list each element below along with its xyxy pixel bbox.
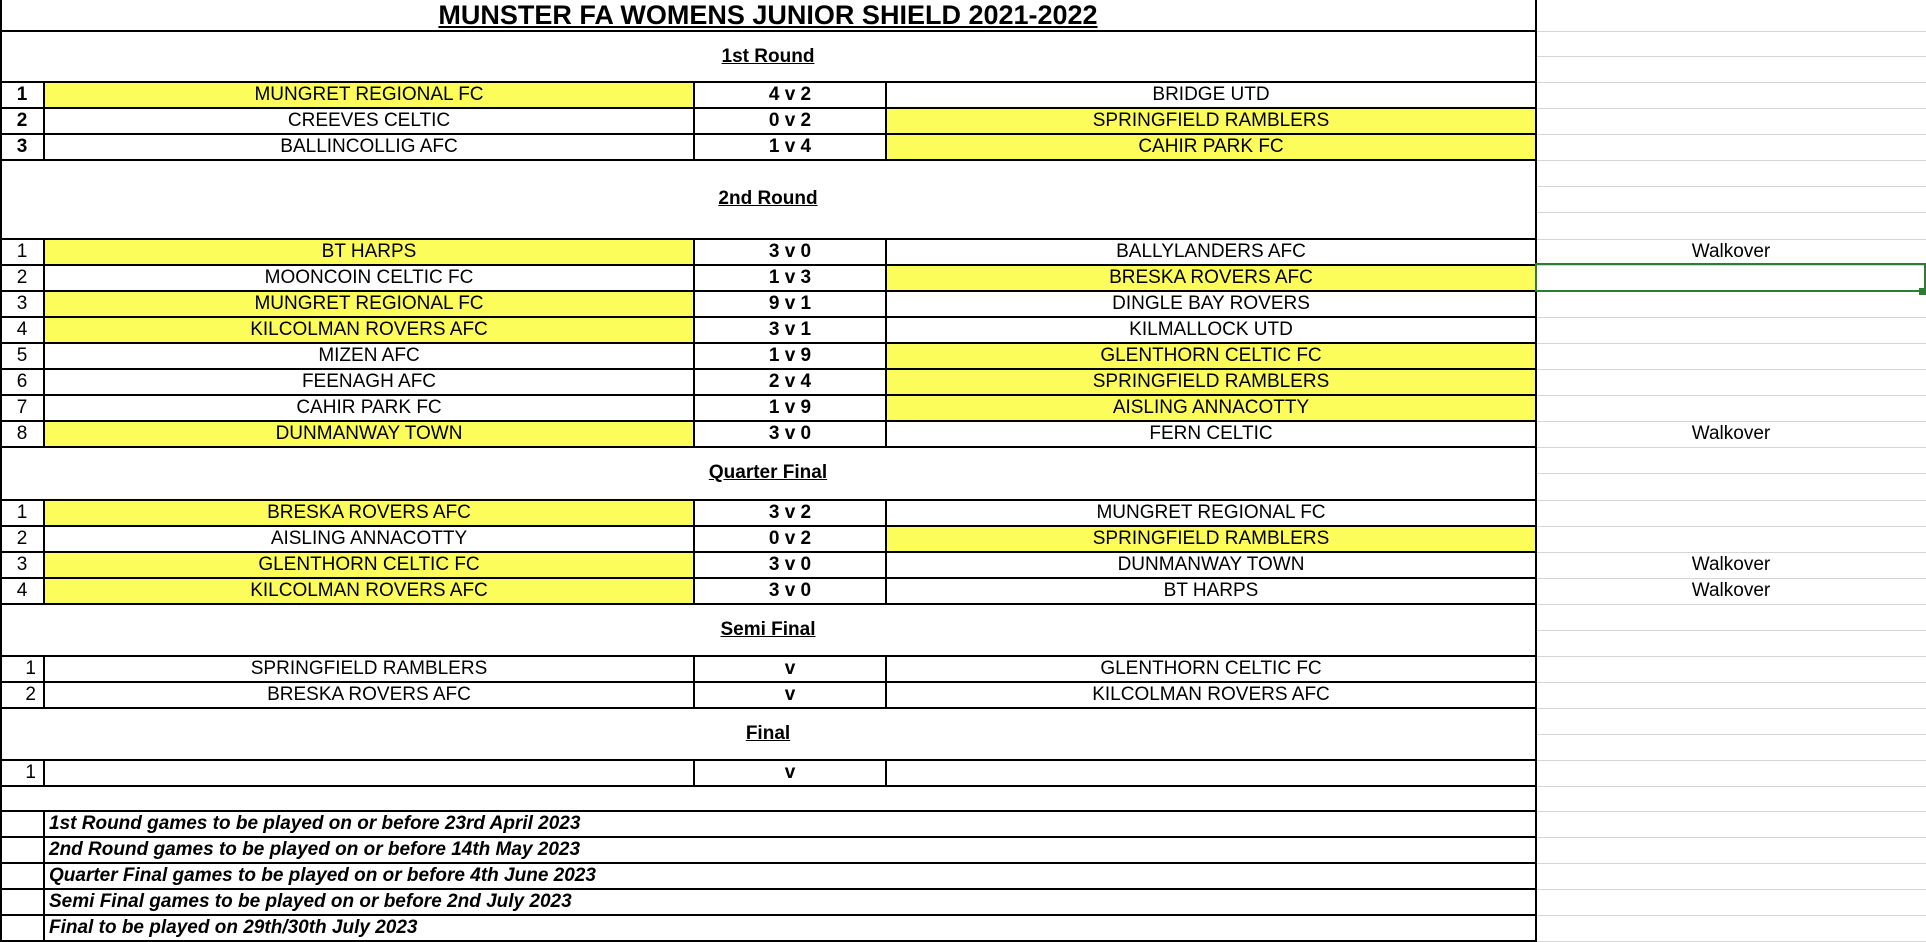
away-team[interactable]: KILCOLMAN ROVERS AFC bbox=[1092, 684, 1330, 705]
home-team[interactable]: SPRINGFIELD RAMBLERS bbox=[250, 658, 488, 679]
home-team[interactable]: MUNGRET REGIONAL FC bbox=[44, 82, 694, 108]
score[interactable]: 0 v 2 bbox=[768, 110, 812, 131]
score[interactable]: v bbox=[784, 762, 796, 783]
home-team[interactable]: BT HARPS bbox=[44, 239, 694, 265]
match-number[interactable]: 4 bbox=[16, 580, 28, 601]
match-row bbox=[0, 500, 1926, 526]
walkover-note[interactable]: Walkover bbox=[1691, 423, 1771, 444]
schedule-note[interactable]: Quarter Final games to be played on or before 4th June 2023 bbox=[49, 865, 596, 886]
walkover-note[interactable]: Walkover bbox=[1691, 554, 1771, 575]
match-row bbox=[0, 317, 1926, 343]
away-team[interactable]: GLENTHORN CELTIC FC bbox=[886, 343, 1536, 369]
score[interactable]: 0 v 2 bbox=[768, 528, 812, 549]
home-team[interactable] bbox=[44, 760, 694, 786]
away-team[interactable]: DUNMANWAY TOWN bbox=[1117, 554, 1305, 575]
match-row bbox=[0, 526, 1926, 552]
match-row bbox=[0, 108, 1926, 134]
schedule-note[interactable]: 1st Round games to be played on or before 23rd April 2023 bbox=[49, 813, 581, 834]
home-team[interactable]: FEENAGH AFC bbox=[301, 371, 437, 392]
match-number[interactable]: 6 bbox=[16, 371, 28, 392]
score[interactable]: 3 v 0 bbox=[768, 554, 812, 575]
match-number[interactable]: 8 bbox=[16, 423, 28, 444]
note-row bbox=[0, 915, 1926, 941]
page-title[interactable]: MUNSTER FA WOMENS JUNIOR SHIELD 2021-2022 bbox=[438, 0, 1098, 30]
walkover-note[interactable]: Walkover bbox=[1691, 241, 1771, 262]
match-number[interactable]: 2 bbox=[16, 528, 28, 549]
away-team[interactable]: AISLING ANNACOTTY bbox=[886, 395, 1536, 421]
match-number[interactable]: 1 bbox=[16, 241, 28, 262]
match-number[interactable]: 2 bbox=[16, 110, 28, 131]
away-team[interactable]: SPRINGFIELD RAMBLERS bbox=[886, 108, 1536, 134]
walkover-note[interactable]: Walkover bbox=[1691, 580, 1771, 601]
away-team[interactable]: KILMALLOCK UTD bbox=[1129, 319, 1293, 340]
home-team[interactable]: KILCOLMAN ROVERS AFC bbox=[44, 578, 694, 604]
away-team[interactable]: BRESKA ROVERS AFC bbox=[886, 265, 1536, 291]
home-team[interactable]: GLENTHORN CELTIC FC bbox=[44, 552, 694, 578]
round-heading-row bbox=[0, 160, 1926, 238]
home-team[interactable]: BRESKA ROVERS AFC bbox=[44, 500, 694, 526]
match-row bbox=[0, 578, 1926, 604]
score[interactable]: 3 v 0 bbox=[768, 580, 812, 601]
note-row bbox=[0, 863, 1926, 889]
schedule-note[interactable]: Final to be played on 29th/30th July 2023 bbox=[49, 917, 418, 938]
home-team[interactable]: CAHIR PARK FC bbox=[296, 397, 442, 418]
match-row bbox=[0, 760, 1926, 786]
match-number[interactable]: 1 bbox=[25, 762, 36, 783]
match-number[interactable]: 1 bbox=[25, 658, 36, 679]
round-heading-2nd[interactable]: 2nd Round bbox=[718, 188, 818, 209]
match-row bbox=[0, 395, 1926, 421]
note-row bbox=[0, 889, 1926, 915]
match-row bbox=[0, 369, 1926, 395]
match-number[interactable]: 3 bbox=[16, 554, 28, 575]
match-number[interactable]: 5 bbox=[16, 345, 28, 366]
home-team[interactable]: MIZEN AFC bbox=[318, 345, 420, 366]
selected-cell[interactable] bbox=[1535, 263, 1926, 292]
match-row bbox=[0, 82, 1926, 108]
away-team[interactable]: BALLYLANDERS AFC bbox=[1116, 241, 1306, 262]
score[interactable]: 1 v 3 bbox=[768, 267, 812, 288]
score[interactable]: 1 v 4 bbox=[768, 136, 812, 157]
match-number[interactable]: 7 bbox=[16, 397, 28, 418]
score[interactable]: 1 v 9 bbox=[768, 345, 812, 366]
away-team[interactable] bbox=[886, 760, 1536, 786]
note-row bbox=[0, 811, 1926, 837]
match-row bbox=[0, 421, 1926, 447]
match-number[interactable]: 1 bbox=[16, 84, 28, 105]
score[interactable]: 2 v 4 bbox=[768, 371, 812, 392]
note-row bbox=[0, 837, 1926, 863]
score[interactable]: 3 v 0 bbox=[768, 241, 812, 262]
away-team[interactable]: BT HARPS bbox=[1163, 580, 1259, 601]
score[interactable]: 3 v 1 bbox=[768, 319, 812, 340]
home-team[interactable]: BALLINCOLLIG AFC bbox=[280, 136, 458, 157]
away-team[interactable]: DINGLE BAY ROVERS bbox=[1112, 293, 1310, 314]
round-heading-quarter-final[interactable]: Quarter Final bbox=[708, 462, 828, 483]
match-number[interactable]: 3 bbox=[16, 136, 28, 157]
match-number[interactable]: 4 bbox=[16, 319, 28, 340]
schedule-note[interactable]: 2nd Round games to be played on or before 14th May 2023 bbox=[49, 839, 581, 860]
round-heading-semi-final[interactable]: Semi Final bbox=[720, 619, 816, 640]
match-row bbox=[0, 656, 1926, 682]
away-team[interactable]: BRIDGE UTD bbox=[1152, 84, 1270, 105]
home-team[interactable]: CREEVES CELTIC bbox=[287, 110, 451, 131]
fill-handle[interactable] bbox=[1919, 288, 1926, 295]
away-team[interactable]: MUNGRET REGIONAL FC bbox=[1096, 502, 1326, 523]
home-team[interactable]: MUNGRET REGIONAL FC bbox=[44, 291, 694, 317]
score[interactable]: 1 v 9 bbox=[768, 397, 812, 418]
match-number[interactable]: 2 bbox=[16, 267, 28, 288]
home-team[interactable]: DUNMANWAY TOWN bbox=[44, 421, 694, 447]
score[interactable]: v bbox=[784, 658, 796, 679]
away-team[interactable]: FERN CELTIC bbox=[1149, 423, 1273, 444]
match-row bbox=[0, 682, 1926, 708]
match-number[interactable]: 3 bbox=[16, 293, 28, 314]
away-team[interactable]: CAHIR PARK FC bbox=[886, 134, 1536, 160]
home-team[interactable]: BRESKA ROVERS AFC bbox=[267, 684, 471, 705]
away-team[interactable]: SPRINGFIELD RAMBLERS bbox=[886, 369, 1536, 395]
match-row bbox=[0, 552, 1926, 578]
match-row bbox=[0, 239, 1926, 265]
score[interactable]: v bbox=[784, 684, 796, 705]
round-heading-final[interactable]: Final bbox=[745, 723, 791, 744]
away-team[interactable]: GLENTHORN CELTIC FC bbox=[1100, 658, 1322, 679]
home-team[interactable]: KILCOLMAN ROVERS AFC bbox=[44, 317, 694, 343]
score[interactable]: 3 v 2 bbox=[768, 502, 812, 523]
match-number[interactable]: 1 bbox=[16, 502, 28, 523]
match-number[interactable]: 2 bbox=[25, 684, 36, 705]
score[interactable]: 4 v 2 bbox=[768, 84, 812, 105]
schedule-note[interactable]: Semi Final games to be played on or before 2nd July 2023 bbox=[49, 891, 572, 912]
title-row bbox=[0, 0, 1926, 31]
home-team[interactable]: MOONCOIN CELTIC FC bbox=[264, 267, 474, 288]
match-row bbox=[0, 343, 1926, 369]
round-heading-1st[interactable]: 1st Round bbox=[721, 45, 815, 67]
score[interactable]: 3 v 0 bbox=[768, 423, 812, 444]
match-row bbox=[0, 291, 1926, 317]
score[interactable]: 9 v 1 bbox=[768, 293, 812, 314]
match-row bbox=[0, 134, 1926, 160]
home-team[interactable]: AISLING ANNACOTTY bbox=[270, 528, 468, 549]
away-team[interactable]: SPRINGFIELD RAMBLERS bbox=[886, 526, 1536, 552]
